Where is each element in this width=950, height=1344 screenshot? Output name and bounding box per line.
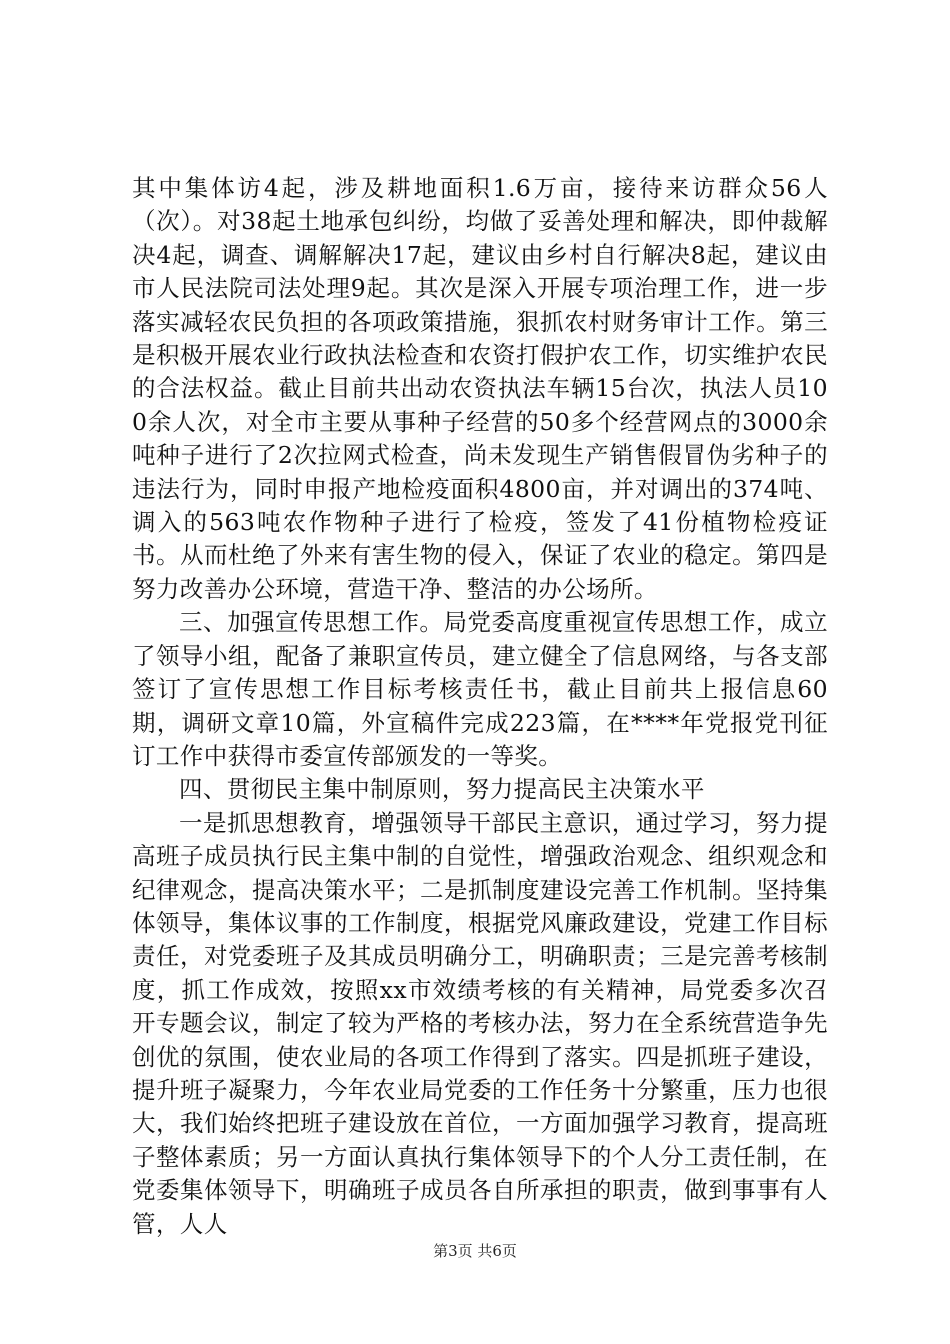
paragraph-democratic-centralism: 一是抓思想教育，增强领导干部民主意识，通过学习，努力提高班子成员执行民主集中制的自觉性，增强政治观念、组织观念和纪律观念，提高决策水平；二是抓制度建设完善工作机制。坚持集体领导，集体议事的工作制度，根据党风廉政建设，党建工作目标责任，对党委班子及其成员明确分工，明确职责；三是完善考核制度，抓工作成效，按照xx市效绩考核的有关精神，局党委多次召开专题会议，制定了较为严格的考核办法，努力在全系统营造争先创优的氛围，使农业局的各项工作得到了落实。四是抓班子建设，提升班子凝聚力，今年农业局党委的工作任务十分繁重，压力也很大，我们始终把班子建设放在首位，一方面加强学习教育，提高班子整体素质；另一方面认真执行集体领导下的个人分工责任制，在党委集体领导下，明确班子成员各自所承担的职责，做到事事有人管，人人 xyxy=(132,808,828,1238)
section-heading-democratic-centralism: 四、贯彻民主集中制原则，努力提高民主决策水平 xyxy=(179,775,705,804)
document-body xyxy=(132,172,828,1241)
paragraph-continued: 其中集体访4起，涉及耕地面积1.6万亩，接待来访群众56人（次）。对38起土地承包纠纷，均做了妥善处理和解决，即仲裁解决4起，调查、调解解决17起，建议由乡村自行解决8起，建议由市人民法院司法处理9起。其次是深入开展专项治理工作，进一步落实减轻农民负担的各项政策措施，狠抓农村财务审计工作。第三是积极开展农业行政执法检查和农资打假护农工作，切实维护农民的合法权益。截止目前共出动农资执法车辆15台次，执法人员100余人次，对全市主要从事种子经营的50多个经营网点的3000余吨种子进行了2次拉网式检查，尚未发现生产销售假冒伪劣种子的违法行为，同时申报产地检疫面积4800亩，并对调出的374吨、调入的563吨农作物种子进行了检疫，签发了41份植物检疫证书。从而杜绝了外来有害生物的侵入，保证了农业的稳定。第四是努力改善办公环境，营造干净、整洁的办公场所。 xyxy=(132,174,828,603)
paragraph-publicity-work: 三、加强宣传思想工作。局党委高度重视宣传思想工作，成立了领导小组，配备了兼职宣传员，建立健全了信息网络，与各支部签订了宣传思想工作目标考核责任书，截止目前共上报信息60期，调研文章10篇，外宣稿件完成223篇，在****年党报党刊征订工作中获得市委宣传部颁发的一等奖。 xyxy=(132,608,828,770)
page-number-footer: 第3页 共6页 xyxy=(433,1242,517,1260)
